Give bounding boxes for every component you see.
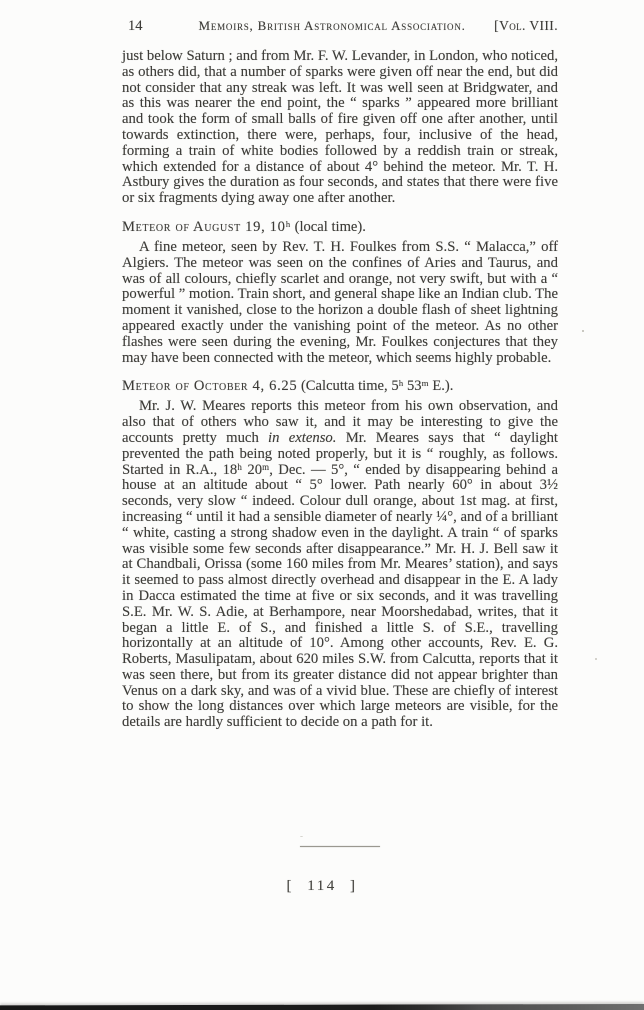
- running-header: [122, 18, 558, 35]
- scan-speck: [300, 836, 303, 837]
- text-block: [122, 18, 558, 731]
- paragraph-october-meteor: [122, 399, 558, 731]
- page-number: 14: [128, 18, 143, 34]
- heading-august-rest: (local time).: [290, 218, 366, 235]
- page-folio: [ 114 ]: [286, 878, 358, 894]
- scan-speck: [595, 658, 597, 660]
- latin-phrase-in-extenso: in extenso.: [268, 429, 337, 446]
- section-heading-october: [122, 378, 558, 394]
- scan-speck: [582, 330, 584, 332]
- running-title: Memoirs, British Astronomical Association.: [198, 18, 466, 33]
- paragraph-levander-continuation: just below Saturn ; and from Mr. F. W. Levander, in London, who noticed, as others did, that a number of sparks were given off near the end, but did not consider that any streak was left. It was well seen at Bridgwater, and as this was nearer the end point, the “ sparks ” appeared more brilliant and took the form of small balls of fire given off one after another, until towards extinction, there were, perhaps, four, inclusive of the head, forming a train of white bodies followed by a reddish train or streak, which extended for a distance of about 4° behind the meteor. Mr. T. H. Astbury gives the duration as four seconds, and states that there were five or six fragments dying away one after another.: [122, 48, 558, 207]
- heading-august-smallcaps: Meteor of August 19, 10ʰ: [122, 218, 291, 235]
- section-end-rule: [300, 846, 380, 847]
- october-body-pre: Mr. J. W. Meares reports this meteor from his own observation, and also that of others who saw it, and it may be interesting to give the accounts pretty much: [122, 398, 558, 446]
- october-body-post: Mr. Meares says that “ daylight prevented the path being noted properly, but it is “ roughly, as follows. Started in R.A., 18ʰ 20ᵐ, Dec. — 5°, “ ended by disappearing behind a house at an altitude about “ 5° lower. Path nearly 60° in about 3½ seconds, very slow “ indeed. Colour dull orange, about 1st mag. at first, increasing “ until it had a sensible diameter of nearly ¼°, and of a brilliant “ white, casting a strong shadow even in the daylight. A train “ of sparks was visible some few seconds after disappearance.” Mr. H. J. Bell saw it at Chandbali, Orissa (some 160 miles from Mr. Meares’ station), and says it seemed to pass almost directly overhead and disappear in the E. A lady in Dacca estimated the time at five or six seconds, and it was travelling S.E. Mr. W. S. Adie, at Berhampore, near Moorshedabad, writes, that it began a little E. of S., and finished a little S. of S.E., travelling horizontally at an altitude of 10°. Among other accounts, Rev. E. G. Roberts, Masulipatam, about 620 miles S.W. from Calcutta, reports that it was seen there, but from its greater distance did not appear brighter than Venus on a dark sky, and was of a vivid blue. These are chiefly of interest to show the long distances over which large meteors are visible, for the details are hardly sufficient to decide on a path for it.: [122, 429, 558, 731]
- paragraph-august-meteor: A fine meteor, seen by Rev. T. H. Foulkes from S.S. “ Malacca,” off Algiers. The meteor was seen on the confines of Aries and Taurus, and was of all colours, chiefly scarlet and orange, not very swift, but with a “ powerful ” motion. Train short, and general shape like an Indian club. The moment it vanished, close to the horizon a double flash of sheet lightning appeared exactly under the vanishing point of the meteor. As no other flashes were seen during the evening, Mr. Foulkes conjectures that they may have been connected with the meteor, which seems highly probable.: [122, 238, 558, 366]
- section-heading-august: [122, 219, 558, 235]
- heading-october-smallcaps: Meteor of October 4, 6.25: [122, 378, 298, 395]
- heading-october-rest: (Calcutta time, 5ʰ 53ᵐ E.).: [297, 378, 454, 395]
- scan-edge-artifact: [0, 1004, 644, 1010]
- volume-label: [Vol. VIII.: [494, 18, 558, 33]
